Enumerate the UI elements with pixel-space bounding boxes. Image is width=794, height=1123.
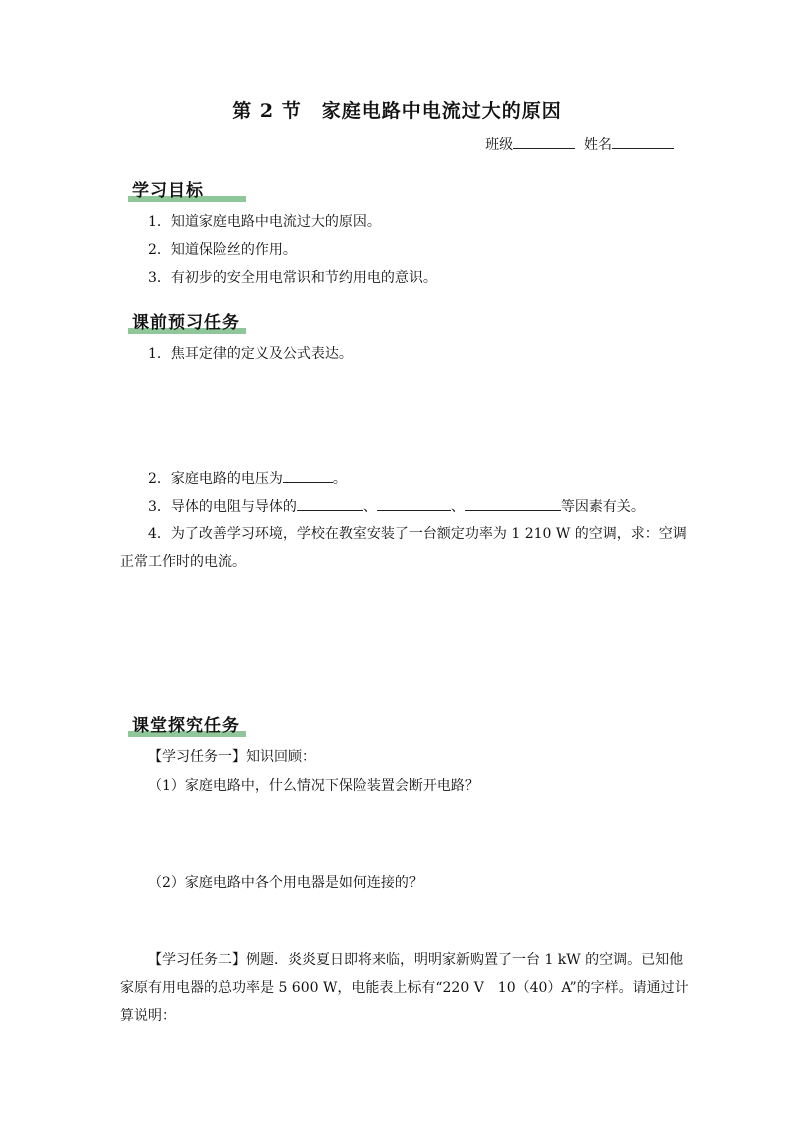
preview-question-3: [148, 496, 645, 517]
q3-sep-2: 、: [450, 499, 465, 515]
class-name-line: [485, 134, 674, 154]
preview-question-1: 1．焦耳定律的定义及公式表达。: [148, 346, 353, 362]
class-label: 班级: [485, 137, 514, 153]
heading-text: 课前预习任务: [132, 313, 240, 333]
page-title: 第 2 节 家庭电路中电流过大的原因: [232, 100, 562, 122]
task-1-title: 【学习任务一】知识回顾：: [148, 749, 316, 765]
goal-item-1: 1．知道家庭电路中电流过大的原因。: [148, 214, 381, 230]
section-heading-preview: [128, 310, 248, 334]
q2-prefix: 2．家庭电路的电压为: [148, 471, 283, 487]
name-blank[interactable]: [612, 134, 674, 149]
task-2-line-1: 【学习任务二】例题．炎炎夏日即将来临，明明家新购置了一台 1 kW 的空调。已知他: [148, 952, 684, 968]
section-heading-explore: [128, 713, 248, 737]
resistance-blank-1[interactable]: [297, 496, 363, 511]
q2-suffix: 。: [332, 471, 347, 487]
name-label: 姓名: [584, 137, 612, 153]
q3-sep-1: 、: [362, 499, 377, 515]
resistance-blank-2[interactable]: [377, 496, 451, 511]
task-2-line-2: 家原有用电器的总功率是 5 600 W，电能表上标有“220 V 10（40）A”的字样。请通过计: [120, 980, 689, 996]
preview-question-4-line-2: 正常工作时的电流。: [120, 554, 246, 570]
voltage-blank[interactable]: [283, 468, 333, 483]
task-1-question-2: （2）家庭电路中各个用电器是如何连接的？: [148, 875, 423, 891]
preview-question-2: [148, 468, 347, 489]
preview-question-4-line-1: 4．为了改善学习环境，学校在教室安装了一台额定功率为 1 210 W 的空调，求：空调: [148, 526, 687, 542]
task-2-line-3: 算说明：: [120, 1008, 176, 1024]
goal-item-3: 3．有初步的安全用电常识和节约用电的意识。: [148, 270, 437, 286]
task-1-question-1: （1）家庭电路中，什么情况下保险装置会断开电路？: [148, 778, 479, 794]
section-heading-goals: [128, 178, 248, 202]
resistance-blank-3[interactable]: [465, 496, 561, 511]
q3-prefix: 3．导体的电阻与导体的: [148, 499, 297, 515]
goal-item-2: 2．知道保险丝的作用。: [148, 242, 297, 258]
class-blank[interactable]: [513, 134, 575, 149]
heading-text: 学习目标: [132, 181, 204, 201]
q3-suffix: 等因素有关。: [560, 499, 645, 515]
heading-text: 课堂探究任务: [132, 716, 240, 736]
